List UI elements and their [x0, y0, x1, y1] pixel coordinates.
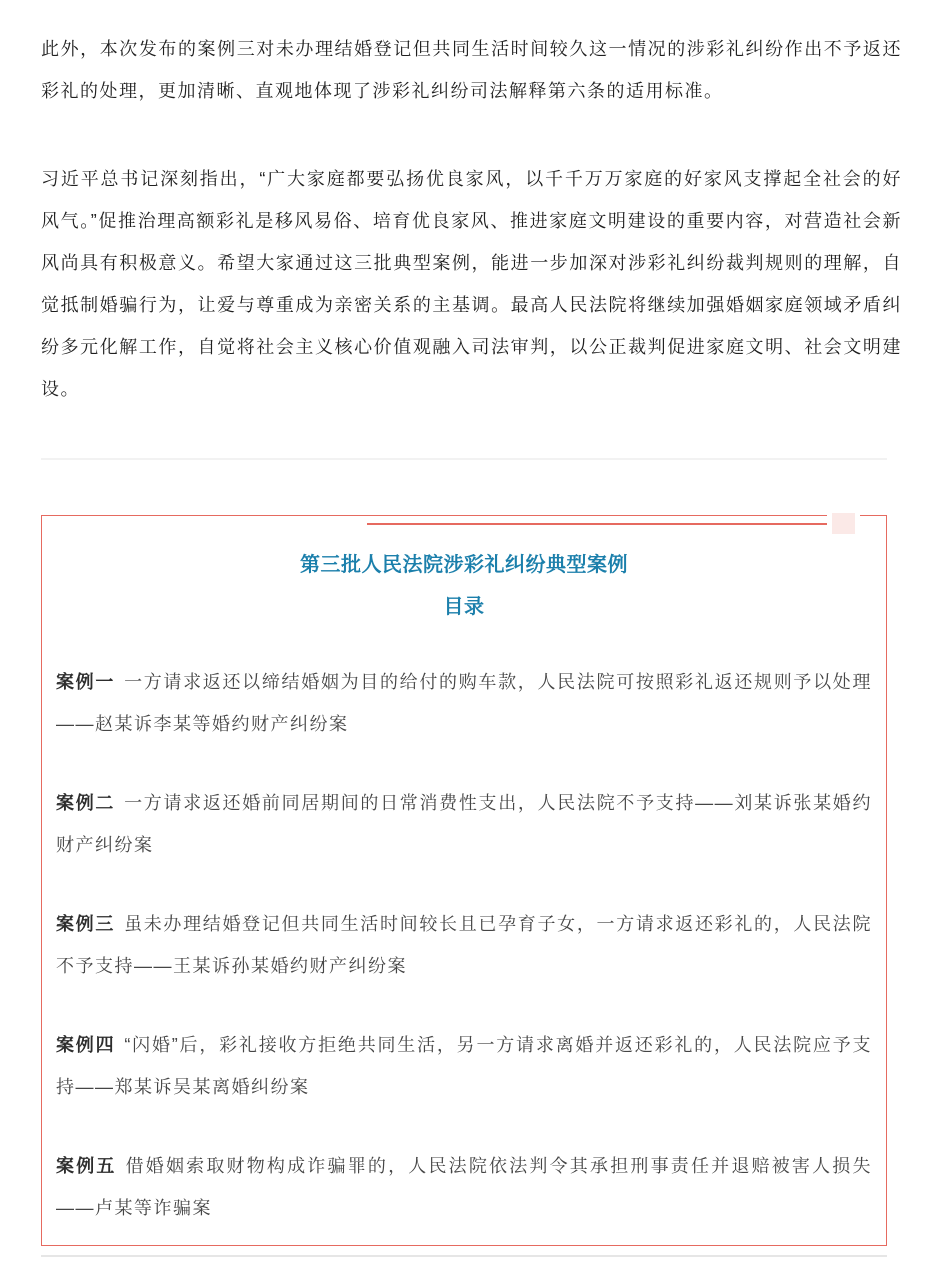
section-divider-top	[41, 458, 887, 460]
article-body	[0, 0, 943, 410]
article-paragraph-1: 此外，本次发布的案例三对未办理结婚登记但共同生活时间较久这一情况的涉彩礼纠纷作出不予返还彩礼的处理，更加清晰、直观地体现了涉彩礼纠纷司法解释第六条的适用标准。	[41, 39, 902, 101]
article-paragraph-2: 习近平总书记深刻指出，“广大家庭都要弘扬优良家风，以千千万万家庭的好家风支撑起全社会的好风气。”促推治理高额彩礼是移风易俗、培育优良家风、推进家庭文明建设的重要内容，对营造社会新风尚具有积极意义。希望大家通过这三批典型案例，能进一步加深对涉彩礼纠纷裁判规则的理解，自觉抵制婚骗行为，让爱与尊重成为亲密关系的主基调。最高人民法院将继续加强婚姻家庭领域矛盾纠纷多元化解工作，自觉将社会主义核心价值观融入司法审判，以公正裁判促进家庭文明、社会文明建设。	[41, 169, 902, 399]
case-1-text: 一方请求返还以缔结婚姻为目的给付的购车款，人民法院可按照彩礼返还规则予以处理——赵某诉李某等婚约财产纠纷案	[56, 672, 872, 734]
accent-line-decoration	[367, 523, 827, 525]
case-item-5	[56, 1145, 872, 1229]
case-4-text: “闪婚”后，彩礼接收方拒绝共同生活，另一方请求离婚并返还彩礼的，人民法院应予支持——郑某诉吴某离婚纠纷案	[56, 1035, 873, 1097]
case-4-label: 案例四	[56, 1035, 116, 1055]
case-item-2	[56, 782, 872, 866]
case-5-text: 借婚姻索取财物构成诈骗罪的，人民法院依法判令其承担刑事责任并退赔被害人损失——卢某等诈骗案	[56, 1156, 872, 1218]
section-divider-bottom	[41, 1255, 887, 1257]
accent-square-decoration	[832, 513, 855, 534]
case-list	[56, 661, 872, 1229]
case-directory-box	[41, 515, 887, 1246]
case-item-3	[56, 903, 872, 987]
case-item-4	[56, 1024, 872, 1108]
case-item-1	[56, 661, 872, 745]
case-box-title: 第三批人民法院涉彩礼纠纷典型案例	[300, 554, 628, 576]
case-2-label: 案例二	[56, 793, 116, 813]
case-5-label: 案例五	[56, 1156, 117, 1176]
case-box-subtitle: 目录	[443, 596, 485, 618]
case-1-label: 案例一	[56, 672, 116, 692]
case-3-text: 虽未办理结婚登记但共同生活时间较长且已孕育子女，一方请求返还彩礼的，人民法院不予支持——王某诉孙某婚约财产纠纷案	[56, 914, 872, 976]
case-3-label: 案例三	[56, 914, 116, 934]
case-2-text: 一方请求返还婚前同居期间的日常消费性支出，人民法院不予支持——刘某诉张某婚约财产纠纷案	[56, 793, 872, 855]
